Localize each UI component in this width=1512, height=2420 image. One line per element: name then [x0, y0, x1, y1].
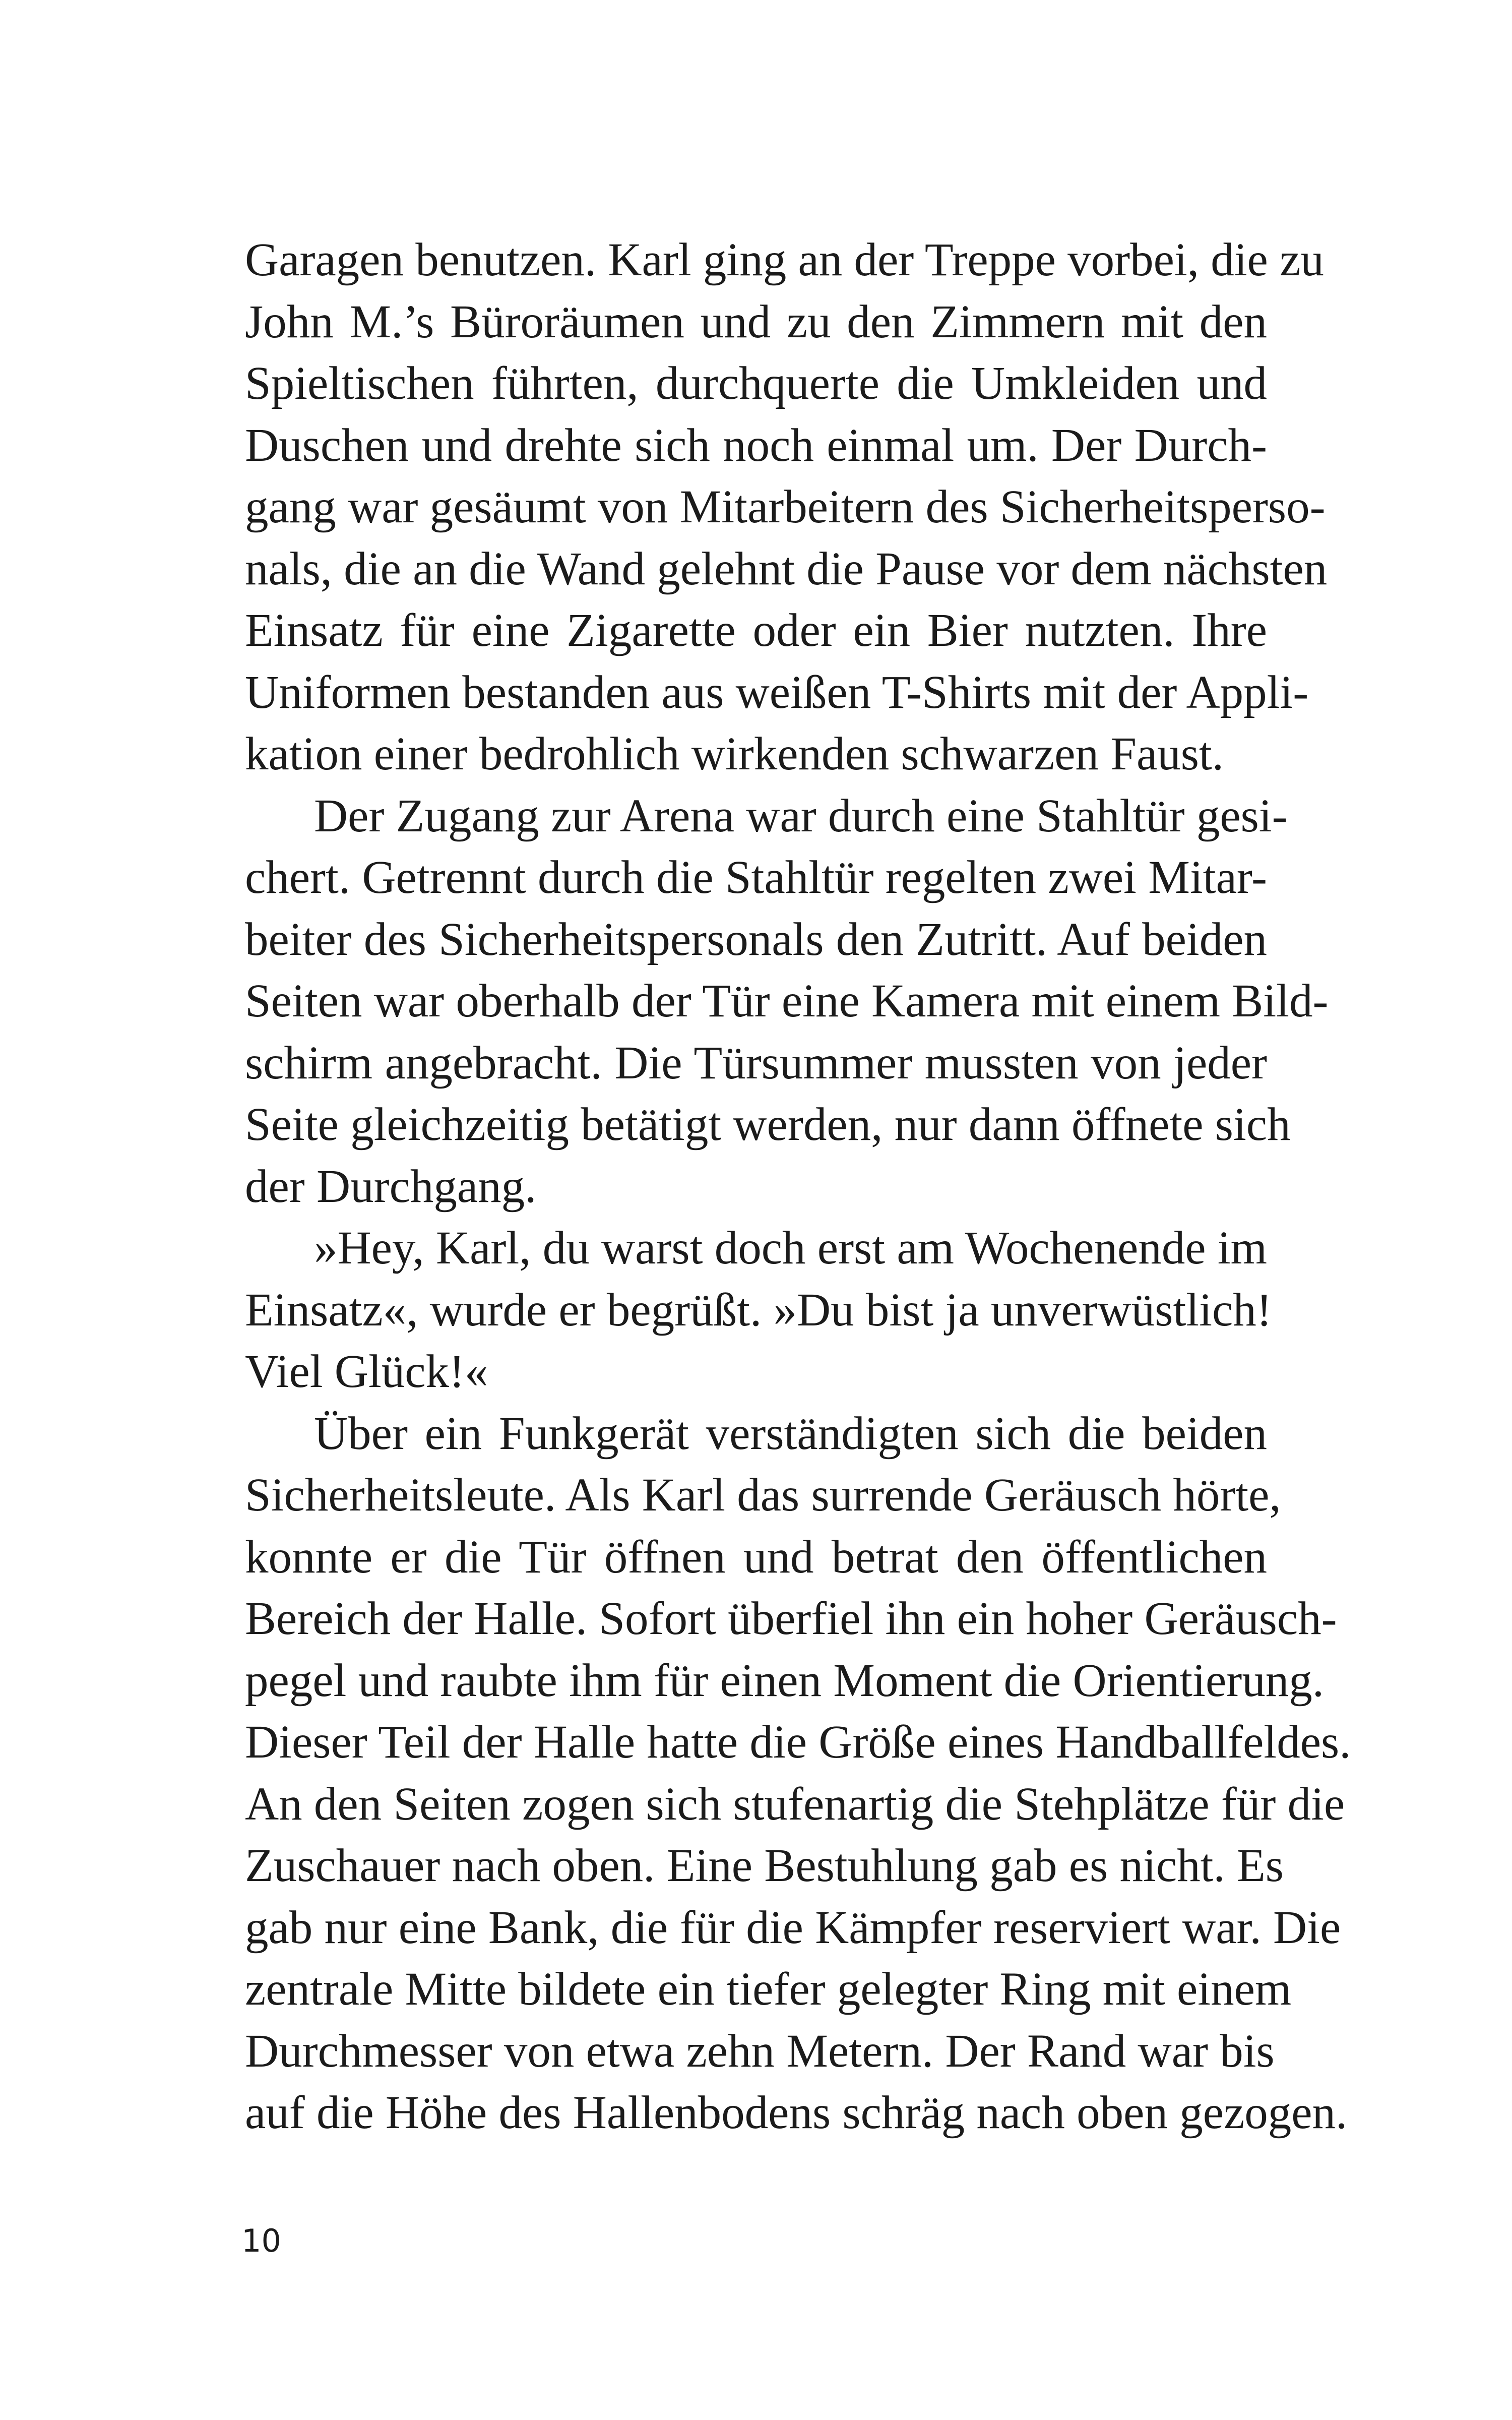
- text-line: schirm angebracht. Die Türsummer mussten von jeder: [245, 1037, 1267, 1089]
- text-line: Der Zugang zur Arena war durch eine Stahltür gesi-: [314, 790, 1288, 842]
- text-line: Bereich der Halle. Sofort überfiel ihn ein hoher Geräusch-: [245, 1593, 1337, 1645]
- text-line: John M.’s Büroräumen und zu den Zimmern mit den: [245, 295, 1267, 348]
- text-line: Duschen und drehte sich noch einmal um. Der Durch-: [245, 419, 1267, 471]
- text-line: Garagen benutzen. Karl ging an der Treppe vorbei, die zu: [245, 234, 1324, 286]
- text-line: chert. Getrennt durch die Stahltür regelten zwei Mitar-: [245, 852, 1267, 903]
- text-line: zentrale Mitte bildete ein tiefer gelegter Ring mit einem: [245, 1963, 1292, 2015]
- text-line: Zuschauer nach oben. Eine Bestuhlung gab es nicht. Es: [245, 1840, 1284, 1892]
- text-line: kation einer bedrohlich wirkenden schwarzen Faust.: [245, 728, 1224, 780]
- text-line: Dieser Teil der Halle hatte die Größe eines Handballfeldes.: [245, 1716, 1351, 1768]
- text-line: Über ein Funkgerät verständigten sich die beiden: [314, 1407, 1267, 1460]
- text-line: »Hey, Karl, du warst doch erst am Wochenende im: [314, 1222, 1267, 1274]
- text-line: gab nur eine Bank, die für die Kämpfer reserviert war. Die: [245, 1901, 1341, 1954]
- text-line: Einsatz«, wurde er begrüßt. »Du bist ja unverwüstlich!: [245, 1284, 1272, 1336]
- text-line: gang war gesäumt von Mitarbeitern des Sicherheitsperso-: [245, 481, 1326, 533]
- text-line: auf die Höhe des Hallenbodens schräg nach oben gezogen.: [245, 2087, 1348, 2139]
- text-line: der Durchgang.: [245, 1160, 537, 1213]
- text-line: Seite gleichzeitig betätigt werden, nur dann öffnete sich: [245, 1099, 1291, 1151]
- text-line: Seiten war oberhalb der Tür eine Kamera mit einem Bild-: [245, 975, 1329, 1027]
- text-line: An den Seiten zogen sich stufenartig die Stehplätze für die: [245, 1778, 1345, 1830]
- text-line: konnte er die Tür öffnen und betrat den öffentlichen: [245, 1531, 1267, 1583]
- text-line: Spieltischen führten, durchquerte die Umkleiden und: [245, 357, 1267, 409]
- page-number: 10: [241, 2222, 281, 2259]
- text-line: Durchmesser von etwa zehn Metern. Der Rand war bis: [245, 2025, 1275, 2077]
- body-text: [245, 229, 1351, 2144]
- text-line: Uniformen bestanden aus weißen T-Shirts mit der Appli-: [245, 666, 1309, 718]
- text-line: Einsatz für eine Zigarette oder ein Bier nutzten. Ihre: [245, 604, 1267, 656]
- text-line: Sicherheitsleute. Als Karl das surrende Geräusch hörte,: [245, 1469, 1281, 1521]
- text-line: Viel Glück!«: [245, 1346, 488, 1398]
- text-line: pegel und raubte ihm für einen Moment die Orientierung.: [245, 1654, 1324, 1707]
- text-line: beiter des Sicherheitspersonals den Zutritt. Auf beiden: [245, 913, 1267, 965]
- text-line: nals, die an die Wand gelehnt die Pause vor dem nächsten: [245, 542, 1328, 595]
